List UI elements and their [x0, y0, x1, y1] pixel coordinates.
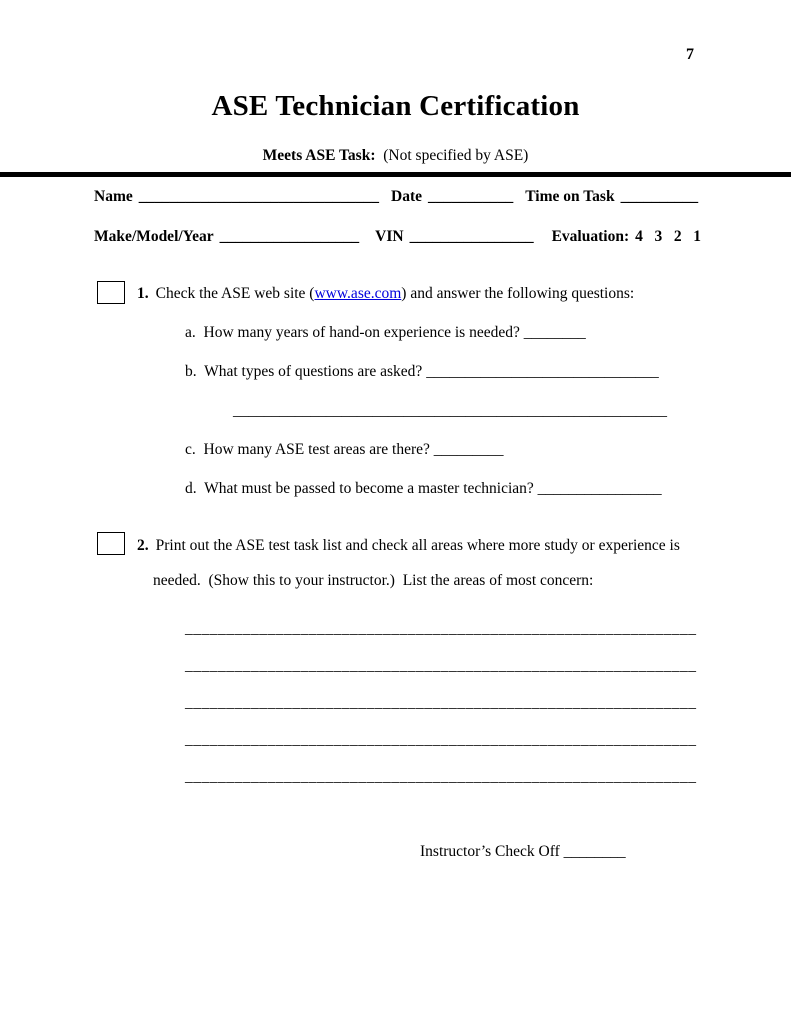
time-on-task-blank: __________: [620, 188, 699, 205]
name-date-time-line: [94, 188, 698, 206]
make-model-year-label: Make/Model/Year: [94, 228, 214, 245]
item2-answer-blank: ______________________________________________________________: [185, 731, 697, 748]
vin-label: VIN: [375, 228, 404, 245]
evaluation-label: Evaluation:: [551, 228, 630, 245]
header-divider: [0, 172, 791, 177]
item2-answer-blank: ______________________________________________________________: [185, 657, 697, 674]
make-model-year-blank: __________________: [219, 228, 360, 245]
item2-answer-blank: ______________________________________________________________: [185, 694, 697, 711]
name-label: Name: [94, 188, 133, 205]
item2-checkbox[interactable]: [97, 532, 125, 555]
item1-question-c: c. How many ASE test areas are there? _________: [185, 441, 504, 458]
page-number: 7: [686, 46, 694, 63]
vin-blank: ________________: [409, 228, 534, 245]
make-vin-eval-line: [94, 228, 701, 246]
meets-ase-task-line: [0, 147, 791, 165]
item2-answer-blank: ______________________________________________________________: [185, 768, 697, 785]
meets-ase-task-value: (Not specified by ASE): [375, 147, 529, 164]
time-on-task-label: Time on Task: [525, 188, 615, 205]
item2-number: 2.: [137, 537, 149, 554]
item1-question-b-blank: ________________________________________________________: [233, 402, 667, 419]
item1-question-d: d. What must be passed to become a master technician? ________________: [185, 480, 662, 497]
instructor-check-off: Instructor’s Check Off ________: [420, 843, 626, 860]
item2-answer-blank: ______________________________________________________________: [185, 620, 697, 637]
evaluation-scale: 4 3 2 1: [635, 228, 701, 245]
date-blank: ___________: [428, 188, 514, 205]
meets-ase-task-label: Meets ASE Task:: [262, 147, 376, 164]
item1-text-before-link: Check the ASE web site (: [155, 285, 315, 302]
item1-checkbox[interactable]: [97, 281, 125, 304]
item2-text-line1: Print out the ASE test task list and check all areas where more study or experience is: [155, 537, 680, 554]
name-blank: _______________________________: [138, 188, 379, 205]
item1-number: 1.: [137, 285, 149, 302]
date-label: Date: [391, 188, 422, 205]
item2-line1: [137, 537, 680, 555]
page-title: ASE Technician Certification: [211, 90, 580, 122]
item1-line: [137, 285, 634, 303]
item2-line2: needed. (Show this to your instructor.) List the areas of most concern:: [153, 572, 594, 589]
item1-text-after-link: ) and answer the following questions:: [401, 285, 635, 302]
ase-website-link[interactable]: www.ase.com: [314, 285, 402, 302]
item1-question-a: a. How many years of hand-on experience is needed? ________: [185, 324, 586, 341]
item1-question-b: b. What types of questions are asked? ______________________________: [185, 363, 659, 380]
